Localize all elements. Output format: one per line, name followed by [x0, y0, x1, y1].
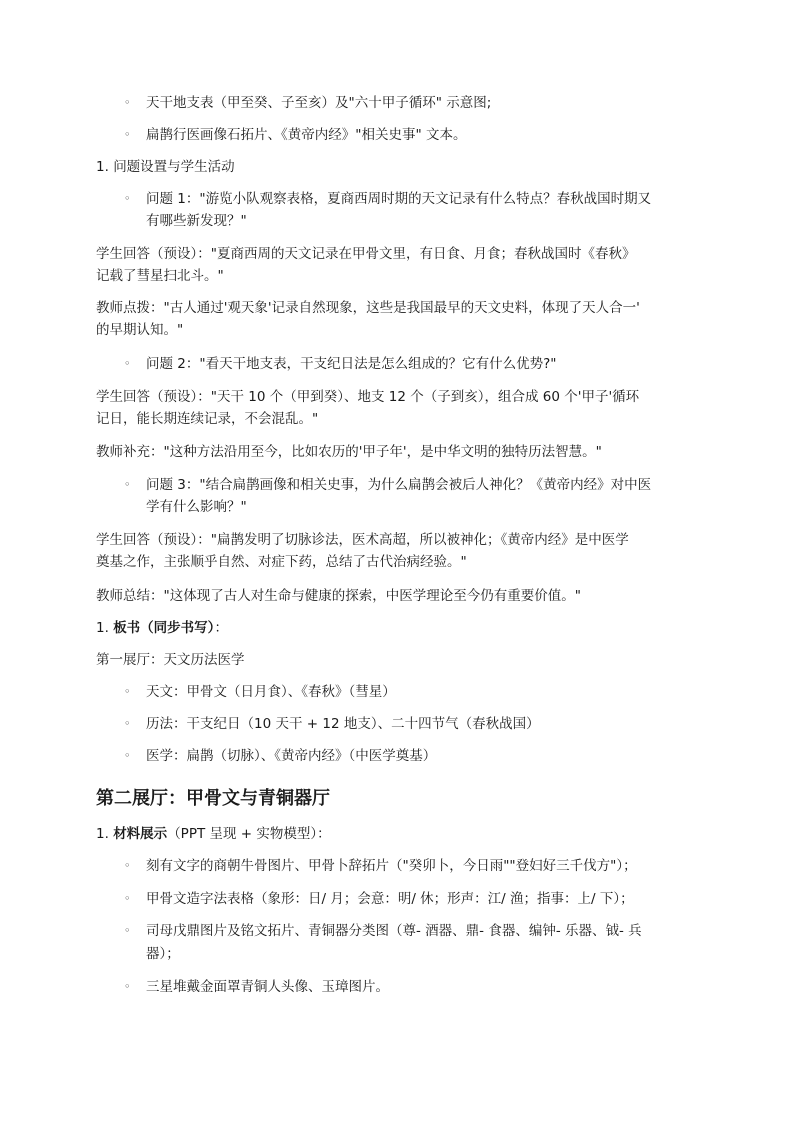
section-title: 板书（同步书写）	[113, 620, 215, 636]
bullet-marker: ◦	[124, 192, 131, 205]
section-suffix: （PPT 呈现 + 实物模型）：	[167, 826, 331, 842]
teacher-note-1-line1: 教师点拨："古人通过'观天象'记录自然现象，这些是我国最早的天文史料，体现了天人合一'	[96, 300, 640, 316]
teacher-note-1-line2: 的早期认知。"	[96, 322, 184, 338]
material-item-oracle-bones: 刻有文字的商朝牛骨图片、甲骨卜辞拓片（"癸卯卜，今日雨""登妇好三千伐方"）；	[146, 858, 637, 874]
section-title: 材料展示	[113, 826, 168, 842]
bullet-marker: ◦	[124, 859, 131, 872]
question-1-line1: 问题 1："游览小队观察表格，夏商西周时期的天文记录有什么特点？春秋战国时期又	[146, 191, 652, 207]
board-item-astronomy: 天文：甲骨文（日月食）、《春秋》（彗星）	[146, 684, 396, 700]
teacher-note-2: 教师补充："这种方法沿用至今，比如农历的'甲子年'，是中华文明的独特历法智慧。"	[96, 444, 602, 460]
student-answer-1-line2: 记载了彗星扫北斗。"	[96, 268, 224, 284]
question-1-line2: 有哪些新发现？"	[146, 213, 247, 229]
bullet-marker: ◦	[124, 980, 131, 993]
teacher-summary-3: 教师总结："这体现了古人对生命与健康的探索，中医学理论至今仍有重要价值。"	[96, 588, 581, 604]
student-answer-3-line1: 学生回答（预设）："扁鹊发明了切脉诊法，医术高超，所以被神化；《黄帝内经》是中医学	[96, 532, 629, 548]
bullet-marker: ◦	[124, 357, 131, 370]
hall-1-title: 第一展厅：天文历法医学	[96, 652, 245, 668]
bullet-marker: ◦	[124, 128, 131, 141]
bullet-marker: ◦	[124, 478, 131, 491]
bullet-marker: ◦	[124, 749, 131, 762]
section-heading-board	[96, 618, 228, 638]
question-3-line2: 学有什么影响？"	[146, 499, 247, 515]
hall-2-heading: 第二展厅：甲骨文与青铜器厅	[96, 788, 330, 809]
material-list-item: 天干地支表（甲至癸、子至亥）及"六十甲子循环" 示意图;	[146, 95, 492, 111]
bullet-marker: ◦	[124, 685, 131, 698]
section-title: 问题设置与学生活动	[113, 159, 235, 175]
section-heading-questions	[96, 157, 235, 177]
material-list-item: 扁鹊行医画像石拓片、《黄帝内经》"相关史事" 文本。	[146, 127, 467, 143]
section-suffix: ：	[214, 620, 228, 636]
material-item-character-table: 甲骨文造字法表格（象形：日/ 月；会意：明/ 休；形声：江/ 渔；指事：上/ 下）；	[146, 891, 634, 907]
section-number: 1.	[96, 826, 109, 842]
question-3-line1: 问题 3："结合扁鹊画像和相关史事，为什么扁鹊会被后人神化？《黄帝内经》对中医	[146, 477, 652, 493]
bullet-marker: ◦	[124, 892, 131, 905]
board-item-calendar: 历法：干支纪日（10 天干 + 12 地支）、二十四节气（春秋战国）	[146, 716, 540, 732]
student-answer-1-line1: 学生回答（预设）："夏商西周的天文记录在甲骨文里，有日食、月食；春秋战国时《春秋》	[96, 246, 636, 262]
student-answer-2-line1: 学生回答（预设）："天干 10 个（甲到癸）、地支 12 个（子到亥），组合成 60 个'甲子'循环	[96, 389, 640, 405]
section-number: 1.	[96, 620, 109, 636]
bullet-marker: ◦	[124, 717, 131, 730]
bullet-marker: ◦	[124, 924, 131, 937]
student-answer-3-line2: 奠基之作，主张顺乎自然、对症下药，总结了古代治病经验。"	[96, 554, 467, 570]
material-item-bronze-line2: 器）；	[146, 946, 180, 962]
section-number: 1.	[96, 159, 109, 175]
student-answer-2-line2: 记日，能长期连续记录，不会混乱。"	[96, 411, 319, 427]
section-heading-materials	[96, 824, 331, 844]
question-2: 问题 2："看天干地支表，干支纪日法是怎么组成的？它有什么优势?"	[146, 356, 557, 372]
board-item-medicine: 医学：扁鹊（切脉）、《黄帝内经》（中医学奠基）	[146, 748, 437, 764]
material-item-sanxingdui: 三星堆戴金面罩青铜人头像、玉璋图片。	[146, 979, 389, 995]
material-item-bronze-line1: 司母戊鼎图片及铭文拓片、青铜器分类图（尊- 酒器、鼎- 食器、编钟- 乐器、钺- 兵	[146, 923, 642, 939]
bullet-marker: ◦	[124, 96, 131, 109]
